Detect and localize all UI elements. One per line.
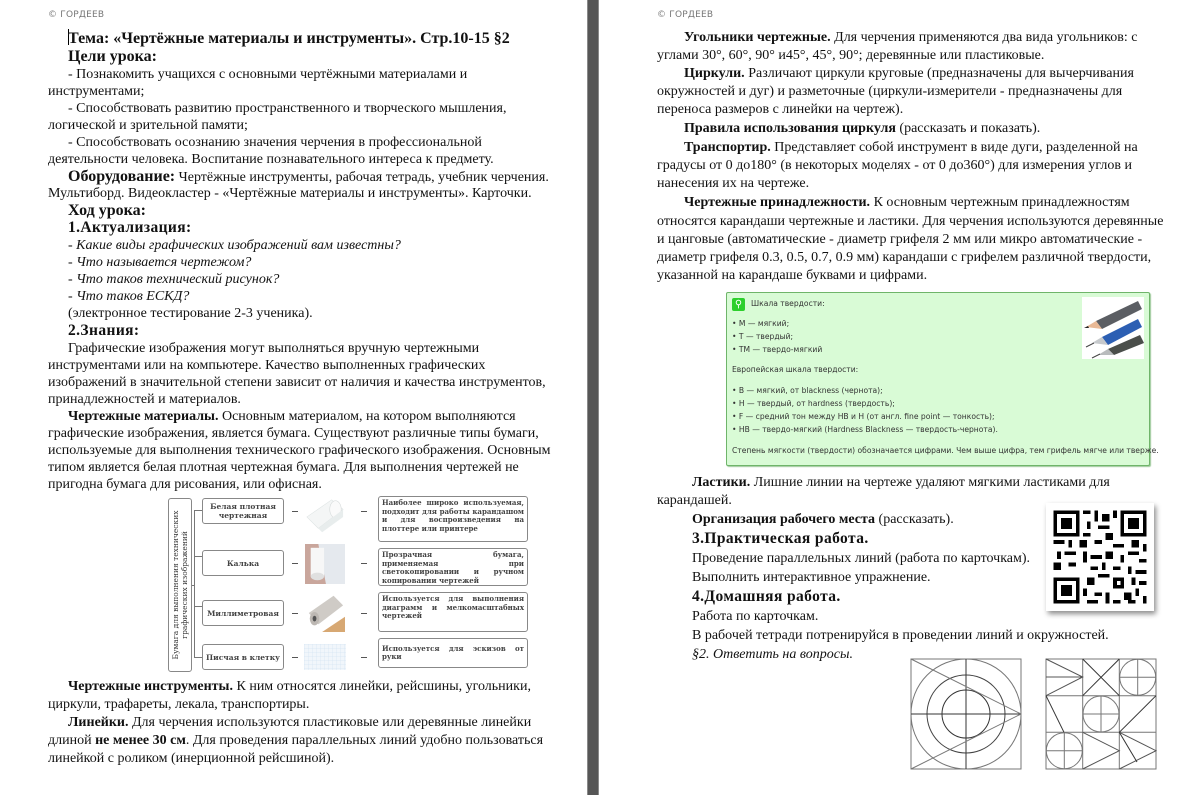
pencils-image — [1082, 297, 1144, 359]
materials-line: графические изображения, является бумага. Существуют различные типы бумаги, — [48, 426, 539, 441]
knowledge-line: принадлежностей и материалов. — [48, 392, 241, 407]
compass-text: Различают циркули круговые (предназначены для вычерчивания — [744, 66, 1134, 81]
paper-type-description: Используется для выполнения диаграмм и мелкомасштабных чертежей — [378, 592, 528, 632]
equipment-paragraph — [68, 168, 549, 186]
rulers-label: Линейки. — [68, 715, 129, 730]
graph-paper-roll-image — [304, 592, 346, 632]
instruments-text: К ним относятся линейки, рейсшины, угольники, — [232, 679, 531, 694]
squared-paper-image — [304, 644, 346, 670]
exercise-figures — [905, 657, 1165, 787]
goals-heading: Цели урока: — [68, 48, 157, 65]
instruments-label: Чертежные инструменты. — [68, 679, 233, 694]
paper-type-description: Прозрачная бумага, применяемая при светокопировании и ручном копировании чертежей — [378, 548, 528, 586]
protractor-paragraph — [684, 139, 1138, 156]
diagram-connector — [194, 556, 202, 557]
qr-code[interactable] — [1046, 503, 1154, 611]
diagram-connector — [361, 613, 367, 614]
lesson-topic[interactable] — [68, 29, 510, 48]
squares-paragraph — [684, 29, 1137, 46]
diagram-connector — [361, 563, 367, 564]
goal-line: - Способствовать осознанию значения черчения в профессиональной — [68, 135, 482, 150]
knowledge-line: изображений в значительной степени зависит от наличия и качества инструментов, — [48, 375, 546, 390]
compass-paragraph — [684, 65, 1134, 82]
accessories-line: диаметр грифеля 0.3, 0.5, 0.7, 0.9 мм) карандаши с грифелем различной твердости, — [657, 250, 1152, 265]
testing-note: (электронное тестирование 2-3 ученика). — [68, 306, 313, 321]
erasers-label: Ластики. — [692, 475, 751, 490]
workplace-paragraph — [692, 511, 954, 528]
accessories-label: Чертежные принадлежности. — [684, 195, 871, 210]
erasers-text: Лишние линии на чертеже удаляют мягкими ластиками для — [750, 475, 1110, 490]
diagram-connector — [292, 657, 298, 658]
practice-line: Проведение параллельных линий (работа по карточкам). — [692, 551, 1031, 566]
paper-type-name: Калька — [202, 550, 284, 576]
diagram-connector — [292, 511, 298, 512]
question-item: - Что называется чертежом? — [68, 255, 252, 270]
rulers-text: Для черчения используются пластиковые или деревянные линейки — [128, 715, 532, 730]
course-heading: Ход урока: — [68, 202, 146, 219]
compass-label: Циркули. — [684, 66, 745, 81]
goal-line: - Способствовать развитию пространственного и творческого мышления, — [68, 101, 507, 116]
paper-type-description: Используется для эскизов от руки — [378, 638, 528, 668]
materials-line: типом является белая плотная чертежная бумага. Для выполнения чертежей не — [48, 460, 519, 475]
hardness-item: • ТМ — твердо-мягкий — [732, 345, 823, 354]
compass-line: переноса размеров с линейки на чертеж). — [657, 102, 904, 117]
knowledge-line: инструментами или на компьютере. Качество выполненных графических — [48, 358, 486, 373]
section-4-heading: 4.Домашняя работа. — [692, 588, 841, 605]
equipment-line: Мультиборд. Видеокластер - «Чертёжные материалы и инструменты». Карточки. — [48, 186, 532, 201]
paper-type-name: Белая плотная чертежная — [202, 498, 284, 524]
squares-text: Для черчения применяются два вида угольников: с — [830, 30, 1138, 45]
erasers-line: карандашей. — [657, 493, 732, 508]
materials-text: Основным материалом, на котором выполняются — [218, 409, 516, 424]
rulers-text: длиной — [48, 733, 96, 748]
practice-line: Выполнить интерактивное упражнение. — [692, 570, 931, 585]
hardness-item: • Н — твердый, от hardness (твердость); — [732, 399, 895, 408]
homework-italic: §2. Ответить на вопросы. — [692, 647, 853, 662]
rulers-text: . Для проведения параллельных линий удобно пользоваться — [185, 733, 544, 748]
section-2-heading: 2.Знания: — [68, 322, 140, 339]
paper-type-description: Наиболее широко используемая, подходит для работы карандашом и для воспроизведения на плоттере или принтере — [378, 496, 528, 542]
hardness-item: • НВ — твердо-мягкий (Hardness Blackness — твердость-чернота). — [732, 425, 998, 434]
knowledge-line: Графические изображения могут выполняться вручную чертежными — [68, 341, 480, 356]
squares-line: углами 30°, 60°, 90° и45°, 45°, 90°; деревянные или пластиковые. — [657, 48, 1045, 63]
hardness-item: • Т — твердый; — [732, 332, 794, 341]
question-item: - Что таков технический рисунок? — [68, 272, 280, 287]
compass-rules-paragraph — [684, 120, 1040, 137]
rulers-line: линейкой с роликом (инерционной рейсшиной). — [48, 751, 335, 766]
workplace-text: (рассказать). — [875, 512, 954, 527]
diagram-connector — [194, 510, 202, 658]
copyright-header: © ГОРДЕЕВ — [48, 10, 105, 20]
hardness-item: • F — средний тон между НВ и Н (от англ. fine point — тонкость); — [732, 412, 995, 421]
goal-line: деятельности человека. Воспитание познавательного интереса к предмету. — [48, 152, 494, 167]
homework-line: Работа по карточкам. — [692, 609, 819, 624]
paper-types-diagram — [168, 496, 530, 674]
protractor-label: Транспортир. — [684, 140, 771, 155]
lesson-topic-text: Тема: «Чертёжные материалы и инструменты». Стр.10-15 §2 — [68, 30, 510, 47]
european-scale-title: Европейская шкала твердости: — [732, 365, 859, 374]
diagram-category-label-line: Бумага для выполнения технических — [171, 510, 180, 660]
white-paper-roll-image — [304, 496, 346, 536]
accessories-line: относятся карандаши чертежные и ластики. Для черчения используются деревянные — [657, 214, 1164, 229]
diagram-connector — [361, 657, 367, 658]
hardness-title: Шкала твердости: — [751, 299, 825, 308]
materials-label: Чертежные материалы. — [68, 409, 219, 424]
accessories-line: и цанговые (автоматические - диаметр грифеля 2 мм или микро автоматические - — [657, 232, 1143, 247]
paper-type-name: Писчая в клетку — [202, 644, 284, 670]
section-1-heading: 1.Актуализация: — [68, 219, 192, 236]
instruments-line: циркули, трафареты, лекала, транспортиры. — [48, 697, 310, 712]
squares-label: Угольники чертежные. — [684, 30, 831, 45]
compass-rules-label: Правила использования циркуля — [684, 121, 896, 136]
hardness-item: • М — мягкий; — [732, 319, 790, 328]
question-item: - Какие виды графических изображений вам известны? — [68, 238, 401, 253]
compass-line: окружностей и дуг) и разметочные (циркули-измерители - предназначены для — [657, 84, 1123, 99]
hardness-item: • В — мягкий, от blackness (чернота); — [732, 386, 883, 395]
goal-line: инструментами; — [48, 84, 145, 99]
instruments-paragraph — [68, 678, 531, 695]
diagram-connector — [292, 613, 298, 614]
paper-type-name: Миллиметровая — [202, 600, 284, 626]
protractor-text: Представляет собой инструмент в виде дуги, разделенной на — [770, 140, 1138, 155]
question-item: - Что таков ЕСКД? — [68, 289, 190, 304]
accessories-line: указанной на карандаше буквами и цифрами. — [657, 268, 928, 283]
homework-line: В рабочей тетради потренируйся в проведении линий и окружностей. — [692, 628, 1109, 643]
document-page-left — [0, 0, 587, 795]
accessories-paragraph — [684, 194, 1130, 211]
copyright-header: © ГОРДЕЕВ — [657, 10, 714, 20]
materials-line: используемые для выполнения технического графического изображения. Основным — [48, 443, 551, 458]
diagram-connector — [292, 563, 298, 564]
page-divider — [587, 0, 599, 795]
accessories-text: К основным чертежным принадлежностям — [870, 195, 1130, 210]
materials-paragraph — [68, 408, 516, 425]
erasers-paragraph — [692, 474, 1110, 491]
rulers-line — [48, 732, 543, 749]
compass-rules-text: (рассказать и показать). — [895, 121, 1041, 136]
workplace-label: Организация рабочего места — [692, 512, 876, 527]
hardness-note: Степень мягкости (твердости) обозначается цифрами. Чем выше цифра, тем грифель мягче или тверже. — [732, 446, 1159, 455]
goal-line: - Познакомить учащихся с основными чертёжными материалами и — [68, 67, 468, 82]
diagram-connector — [361, 511, 367, 512]
materials-line: пригодна бумага для рисования, или офисная. — [48, 477, 322, 492]
hardness-scale-box — [726, 292, 1159, 466]
shapes-grid-figure — [1046, 659, 1156, 769]
key-icon: ⚲ — [732, 298, 745, 311]
protractor-line: нанесения их на чертеже. — [657, 176, 810, 191]
protractor-line: градусы от 0 до180° (в некоторых моделях - от 0 до360°) для измерения углов и — [657, 158, 1132, 173]
rulers-paragraph — [68, 714, 531, 731]
goal-line: логической и зрительной памяти; — [48, 118, 248, 133]
diagram-connector — [194, 606, 202, 607]
equipment-text: Чертёжные инструменты, рабочая тетрадь, учебник черчения. — [175, 170, 549, 185]
rulers-length-emphasis: не менее 30 см — [95, 733, 186, 748]
concentric-circles-figure — [911, 659, 1021, 769]
diagram-category-label — [171, 499, 189, 671]
equipment-label: Оборудование: — [68, 168, 176, 185]
section-3-heading: 3.Практическая работа. — [692, 530, 869, 547]
diagram-category-label-line: графических изображений — [180, 531, 189, 639]
tracing-paper-image — [304, 544, 346, 584]
